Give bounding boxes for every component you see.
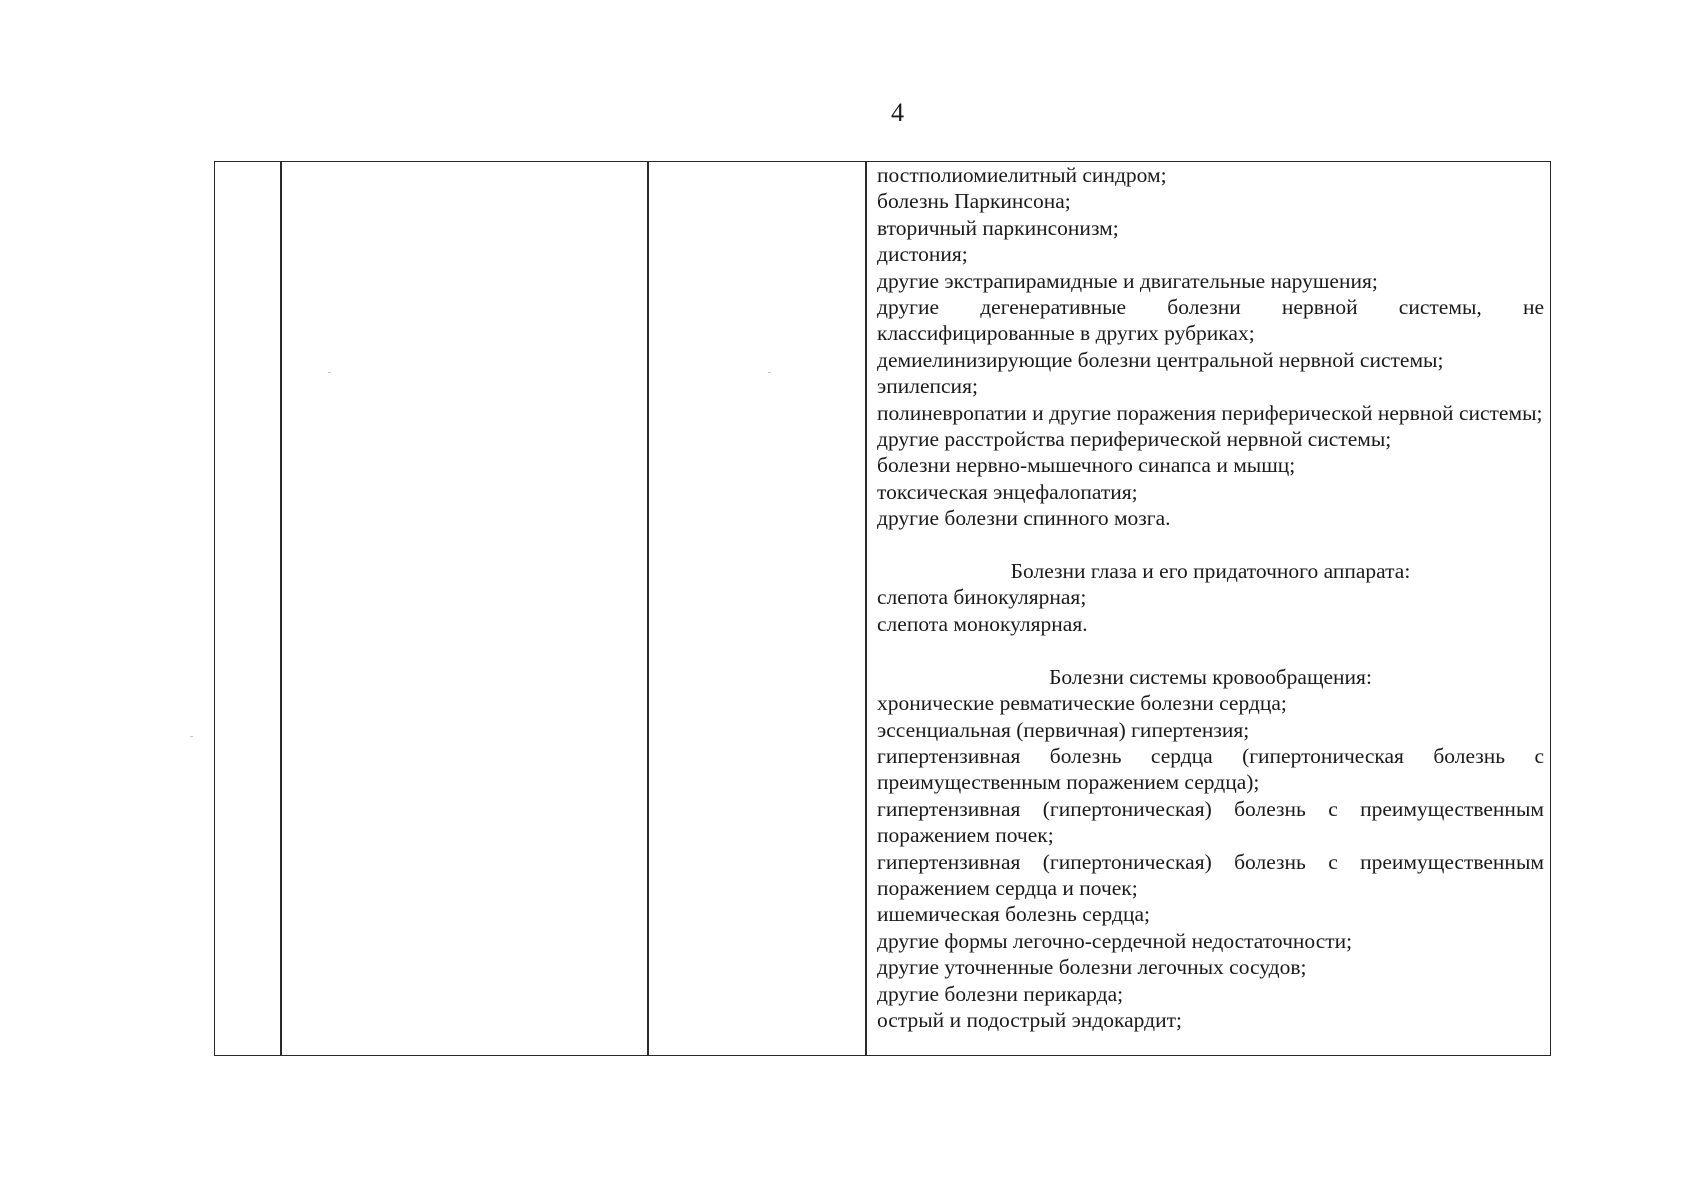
list-item: другие дегенеративные болезни нервной системы, не классифицированные в других рубриках; (877, 295, 1544, 346)
list-item: эссенциальная (первичная) гипертензия; (877, 717, 1250, 742)
diseases-list-cell (877, 162, 1544, 1033)
spacer (877, 532, 1544, 558)
column-divider (280, 162, 282, 1055)
list-item: болезнь Паркинсона; (877, 189, 1071, 214)
list-item: дистония; (877, 242, 968, 267)
list-item: слепота бинокулярная; (877, 585, 1087, 610)
column-divider (865, 162, 867, 1055)
document-table (214, 161, 1551, 1056)
section-heading-eye: Болезни глаза и его придаточного аппарата: (1010, 559, 1411, 584)
list-item: гипертензивная (гипертоническая) болезнь с преимущественным поражением почек; (877, 796, 1544, 848)
list-item: токсическая энцефалопатия; (877, 479, 1138, 504)
list-item: другие расстройства периферической нервной системы; (877, 427, 1392, 452)
list-item: вторичный паркинсонизм; (877, 215, 1119, 240)
spacer (877, 637, 1544, 663)
list-item: болезни нервно-мышечного синапса и мышц; (877, 453, 1296, 478)
list-item: гипертензивная (гипертоническая) болезнь с преимущественным поражением сердца и почек; (877, 849, 1544, 900)
list-item: острый и подострый эндокардит; (877, 1007, 1182, 1032)
scan-speck (768, 372, 771, 373)
list-item: другие экстрапирамидные и двигательные нарушения; (877, 268, 1378, 293)
list-item: слепота монокулярная. (877, 611, 1088, 636)
scan-speck (190, 736, 193, 737)
scan-speck (328, 372, 331, 373)
list-item: постполиомиелитный синдром; (877, 163, 1167, 187)
list-item: ишемическая болезнь сердца; (877, 902, 1150, 927)
list-item: другие формы легочно-сердечной недостаточности; (877, 928, 1353, 953)
list-item: другие болезни спинного мозга. (877, 506, 1171, 531)
list-item: полиневропатии и другие поражения периферической нервной системы; (877, 400, 1543, 425)
list-item: другие уточненные болезни легочных сосудов; (877, 955, 1307, 980)
list-item: демиелинизирующие болезни центральной нервной системы; (877, 347, 1444, 372)
list-item: эпилепсия; (877, 374, 978, 399)
column-divider (647, 162, 649, 1055)
list-item: гипертензивная болезнь сердца (гипертоническая болезнь с преимущественным поражением сердца); (877, 743, 1544, 795)
list-item: другие болезни перикарда; (877, 981, 1124, 1006)
section-heading-circulatory: Болезни системы кровообращения: (1049, 664, 1372, 689)
page-number: 4 (891, 98, 904, 127)
list-item: хронические ревматические болезни сердца; (877, 691, 1287, 716)
